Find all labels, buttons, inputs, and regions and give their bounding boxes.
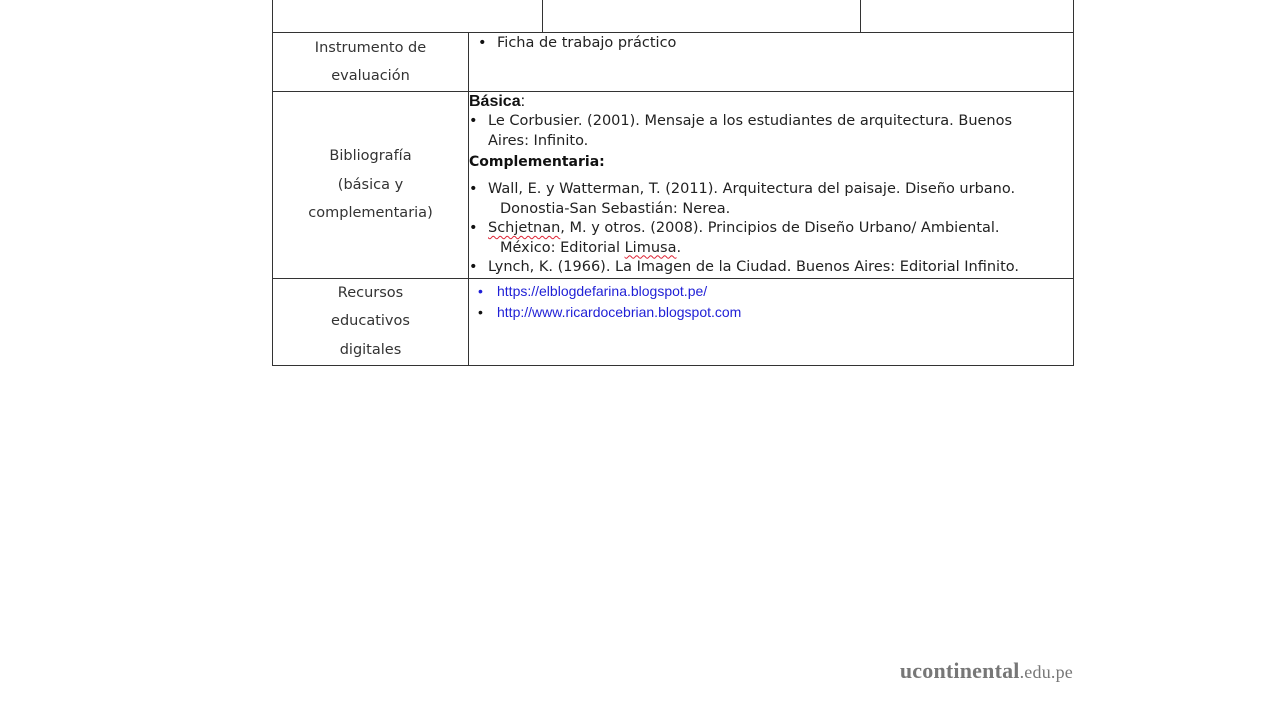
row-label-bibliografia — [273, 92, 469, 279]
logo-main-text: ucontinental — [899, 658, 1020, 683]
basica-heading-text: Básica — [469, 93, 521, 110]
bibliografia-content — [469, 92, 1074, 279]
basica-heading — [469, 92, 1073, 112]
instrumento-list — [469, 33, 1073, 51]
label-line: complementaria) — [308, 205, 433, 221]
citation-line: Le Corbusier. (2001). Mensaje a los estudiantes de arquitectura. Buenos — [488, 113, 1013, 129]
citation-text: México: Editorial — [500, 239, 625, 256]
logo-domain-text: .edu.pe — [1019, 662, 1073, 682]
citation-text: . — [676, 239, 682, 256]
label-line: evaluación — [331, 68, 410, 84]
list-item — [469, 112, 1073, 151]
table-row-top-partial — [273, 0, 1074, 33]
complementaria-list — [469, 180, 1073, 278]
ucontinental-logo — [900, 658, 1073, 684]
label-line: Instrumento de — [314, 39, 427, 56]
spellcheck-word: Schjetnan — [488, 220, 561, 236]
citation-line: Donostia-San Sebastián: Nerea. — [500, 200, 731, 217]
citation-line: Lynch, K. (1966). La Imagen de la Ciudad. Buenos Aires: Editorial Infinito. — [488, 259, 1019, 275]
list-item — [469, 281, 1073, 302]
label-line: Bibliografía — [329, 148, 412, 164]
list-item: • Ficha de trabajo práctico — [469, 35, 1073, 51]
label-line: educativos — [331, 313, 410, 330]
blog-link-ricardocebrian[interactable]: http://www.ricardocebrian.blogspot.com — [497, 303, 742, 320]
row-label-instrumento — [273, 33, 469, 92]
table-row-recursos — [273, 278, 1074, 365]
empty-cell — [273, 0, 543, 33]
complementaria-heading: Complementaria: — [469, 154, 605, 170]
label-line: digitales — [339, 341, 402, 358]
links-list — [469, 279, 1073, 323]
spellcheck-word: Limusa — [624, 239, 677, 256]
instrumento-content — [469, 33, 1074, 92]
table-row-bibliografia — [273, 92, 1074, 279]
label-line: (básica y — [337, 176, 404, 193]
citation-line: Aires: Infinito. — [488, 132, 589, 149]
blog-link-elblogdefarina[interactable]: https://elblogdefarina.blogspot.pe/ — [497, 282, 708, 299]
label-line: Recursos — [337, 284, 404, 301]
list-item — [469, 219, 1073, 258]
table-row-instrumento — [273, 33, 1074, 92]
citation-text: , M. y otros. (2008). Principios de Diseño Urbano/ Ambiental. — [560, 220, 1000, 236]
list-item — [469, 258, 1073, 278]
empty-cell — [543, 0, 861, 33]
list-item — [469, 302, 1073, 323]
basica-list — [469, 112, 1073, 151]
citation-line: Wall, E. y Watterman, T. (2011). Arquitectura del paisaje. Diseño urbano. — [488, 181, 1016, 197]
row-label-recursos — [273, 278, 469, 365]
basica-heading-colon: : — [520, 93, 526, 110]
recursos-content — [469, 278, 1074, 365]
syllabus-table — [272, 0, 1074, 366]
citation-line — [488, 239, 681, 259]
empty-cell — [861, 0, 1074, 33]
list-item — [469, 180, 1073, 219]
